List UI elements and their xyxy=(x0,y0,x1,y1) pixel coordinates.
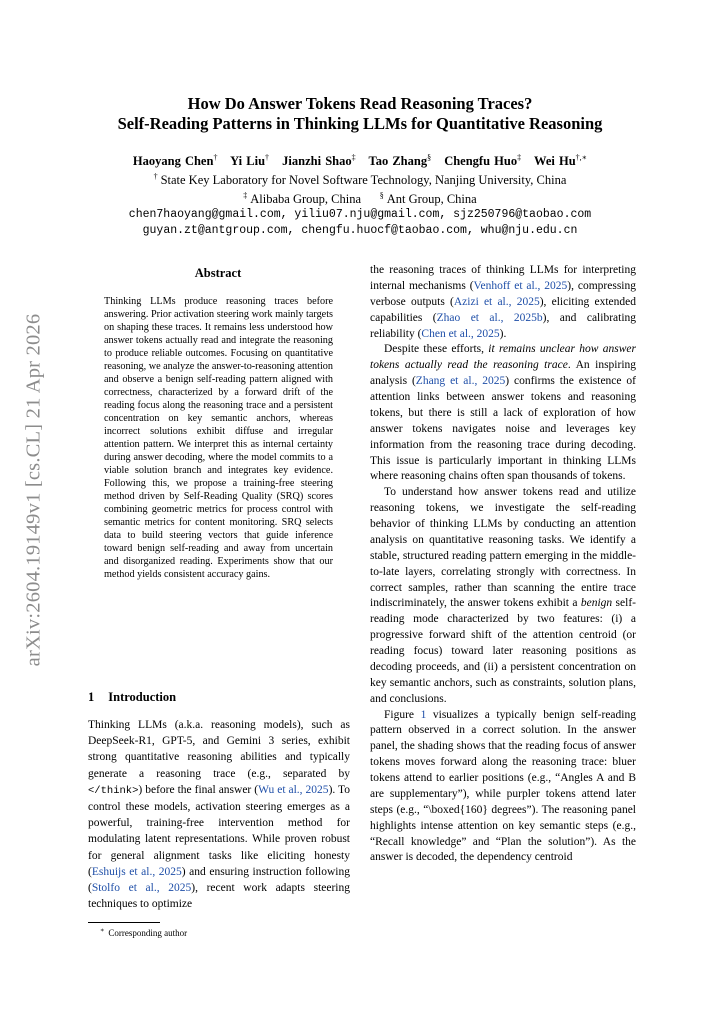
footnote xyxy=(100,926,187,938)
right-column xyxy=(370,263,636,866)
title-line-1: How Do Answer Tokens Read Reasoning Traces? xyxy=(187,94,533,113)
author-name: Haoyang Chen xyxy=(132,154,214,169)
right-paragraph-1: the reasoning traces of thinking LLMs for interpreting internal mechanisms (Venhoff et al., 2025), compressing verbose outputs (Azizi et al., 2025), eliciting extended capabilities (Zhao et al., 2025b), and calibrating reliability (Chen et al., 2025). xyxy=(370,264,637,340)
footnote-mark: ∗ xyxy=(100,927,105,934)
author-name: Tao Zhang xyxy=(368,154,428,169)
arxiv-identifier: arXiv:2604.19149v1 [cs.CL] 21 Apr 2026 xyxy=(22,313,45,667)
author-emails-line-2: guyan.zt@antgroup.com, chengfu.huocf@taobao.com, whu@nju.edu.cn xyxy=(142,224,578,238)
citation-link[interactable]: Chen et al., 2025 xyxy=(421,327,500,340)
citation-link[interactable]: Zhang et al., 2025 xyxy=(415,375,506,388)
abstract-text: Thinking LLMs produce reasoning traces before answering. Prior activation steering work mainly targets on shaping these traces. It remains less understood how answer tokens actually read and integrate the reasoning to produce reliable outcomes. Focusing on quantitative reasoning, we analyze the answer-to-reasoning attention and observe a benign self-reading pattern aligned with correctness, characterized by a forward drift of the reading focus along the reasoning trace and a persistent concentration on key semantic anchors, whereas incorrect solutions exhibit diffuse and irregular attention pattern. We interpret this as internal certainty during answer decoding, where the model commits to a viable solution branch and integrates key evidence. Following this, we propose a training-free steering method driven by Self-Reading Quality (SRQ) scores combining geometric metrics for process control with semantic metrics for content monitoring. SRQ selects data to build steering vectors that guide inference toward benign self-reading and away from uncertain and disorganized reading. Experiments show that our method yields consistent accuracy gains. xyxy=(104,296,333,581)
citation-link[interactable]: Venhoff et al., 2025 xyxy=(473,279,568,292)
arxiv-sidebar xyxy=(14,300,54,680)
affiliation-mark: ‡ xyxy=(243,191,248,201)
author-mark: † xyxy=(213,153,218,162)
citation-link[interactable]: Wu et al., 2025 xyxy=(258,783,329,796)
think-tag: </think> xyxy=(88,784,139,797)
citation-link[interactable]: Eshuijs et al., 2025 xyxy=(91,865,182,878)
title-line-2: Self-Reading Patterns in Thinking LLMs for Quantitative Reasoning xyxy=(117,114,603,133)
author-mark: †,∗ xyxy=(575,153,588,162)
emphasis-text: it remains unclear how answer tokens actually read the reasoning trace xyxy=(370,343,636,372)
author-block xyxy=(60,150,660,239)
author-name: Wei Hu xyxy=(534,154,576,169)
affiliation-nanjing: † State Key Laboratory for Novel Software Technology, Nanjing University, China xyxy=(153,172,567,188)
section-number: 1 xyxy=(88,690,95,704)
author-mark: † xyxy=(265,153,270,162)
footnote-text: Corresponding author xyxy=(108,928,188,938)
citation-link[interactable]: Azizi et al., 2025 xyxy=(453,295,540,308)
author-name: Yi Liu xyxy=(230,154,266,169)
section-title: Introduction xyxy=(108,690,177,704)
author-emails-line-1: chen7haoyang@gmail.com, yiliu07.nju@gmail.com, sjz250796@taobao.com xyxy=(128,208,592,222)
citation-link[interactable]: Zhao et al., 2025b xyxy=(436,311,543,324)
section-heading-introduction xyxy=(88,690,176,705)
author-mark: ‡ xyxy=(351,153,356,162)
author-name: Jianzhi Shao xyxy=(282,154,352,169)
figure-reference-link[interactable]: 1 xyxy=(420,708,427,721)
affiliation-companies: ‡ Alibaba Group, China § Ant Group, China xyxy=(243,191,477,207)
author-names xyxy=(60,150,660,169)
author-name: Chengfu Huo xyxy=(444,154,518,169)
paper-title xyxy=(60,94,660,134)
emphasis-text: benign xyxy=(580,597,613,610)
author-mark: § xyxy=(427,153,432,162)
citation-link[interactable]: Stolfo et al., 2025 xyxy=(91,882,192,895)
affiliation-mark: † xyxy=(153,172,158,182)
intro-paragraph-1: Thinking LLMs (a.k.a. reasoning models), such as DeepSeek-R1, GPT-5, and Gemini 3 series, exhibit strong quantitative reasoning abilities and typically generate a reasoning trace (e.g., separated by </think>) before the final answer (Wu et al., 2025). To control these models, activation steering emerges as a powerful, training-free intervention method for modulating latent representations. While proven robust for general alignment tasks like eliciting honesty (Eshuijs et al., 2025) and ensuring instruction following (Stolfo et al., 2025), recent work adapts steering techniques to optimize xyxy=(88,719,351,911)
right-paragraph-4: Figure 1 visualizes a typically benign self-reading pattern observed in a correct solution. In the answer panel, the shading shows that the reading focus of answer tokens moves forward along the reasoning trace: bluer tokens attend to earlier positions (e.g., “Angles A and B are supplementary”), while purpler tokens attend later steps (e.g., “\boxed{160} degrees”). The reasoning panel highlights intense attention on key semantic steps (e.g., “Recall knowledge” and “Plan the solution”). As the answer is decoded, the dependency centroid xyxy=(370,708,636,864)
right-paragraph-3: To understand how answer tokens read and utilize reasoning tokens, we investigate the self-reading behavior of thinking LLMs by conducting an attention analysis on quantitative reasoning tasks. We identify a stable, structured reading pattern emerging in the middle-to-late layers, correlating strongly with correctness. In correct samples, rather than scanning the entire trace indiscriminately, the answer tokens exhibit a benign self-reading mode characterized by two features: (i) a progressive forward shift of the attention centroid (or reading focus) toward later reasoning positions as decoding proceeds, and (ii) a persistent concentration on key semantic anchors, such as constraints, solution plans, and conclusions. xyxy=(370,486,636,705)
affiliation-mark: § xyxy=(379,191,384,201)
abstract-heading: Abstract xyxy=(194,266,242,280)
footnote-rule xyxy=(88,922,160,923)
right-paragraph-2: Despite these efforts, it remains unclear how answer tokens actually read the reasoning trace. An inspiring analysis (Zhang et al., 2025) confirms the existence of attention links between answer tokens and reasoning tokens, but there is still a lack of exploration of how answer tokens navigates noise and leverages key information from the reasoning trace during decoding. This issue is particularly important in thinking LLMs where reasoning chains often span thousands of tokens. xyxy=(370,343,637,483)
author-mark: ‡ xyxy=(517,153,522,162)
